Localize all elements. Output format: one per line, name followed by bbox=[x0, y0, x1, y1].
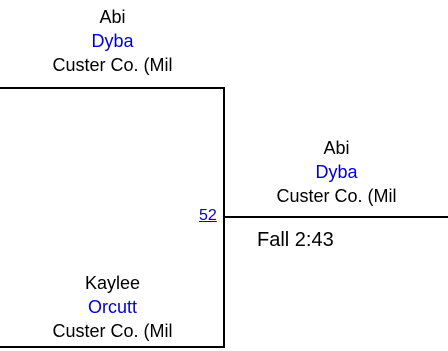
bout-number-link[interactable]: 52 bbox=[199, 207, 217, 224]
bottom-wrestler bbox=[0, 271, 225, 343]
top-wrestler-team: Custer Co. (Mil bbox=[52, 55, 173, 75]
winner-last-name: Dyba bbox=[315, 162, 358, 182]
top-wrestler-first-name: Abi bbox=[99, 7, 126, 27]
bottom-wrestler-first-name: Kaylee bbox=[84, 273, 141, 293]
winner-line bbox=[223, 216, 448, 218]
winner-team: Custer Co. (Mil bbox=[276, 186, 397, 206]
winner-first-name: Abi bbox=[323, 138, 350, 158]
bottom-wrestler-line bbox=[0, 346, 225, 348]
bottom-wrestler-last-name: Orcutt bbox=[87, 297, 137, 317]
top-wrestler-line bbox=[0, 87, 225, 89]
top-wrestler-last-name: Dyba bbox=[91, 31, 134, 51]
match-result: Fall 2:43 bbox=[257, 229, 334, 251]
winner-wrestler bbox=[225, 136, 448, 208]
top-wrestler bbox=[0, 5, 225, 77]
bottom-wrestler-team: Custer Co. (Mil bbox=[52, 321, 173, 341]
